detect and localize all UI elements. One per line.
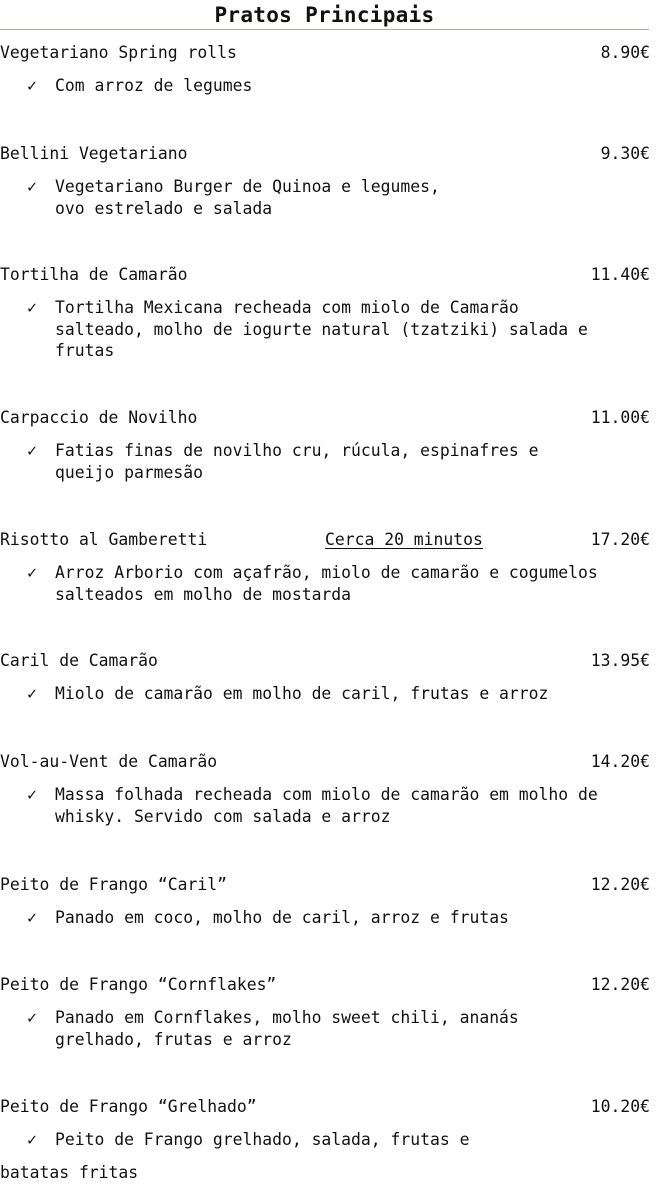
menu-item: [0, 974, 650, 1050]
checkmark-icon: ✓: [27, 908, 37, 927]
menu-item-price: 11.00€: [590, 408, 650, 427]
menu-item-header: [0, 974, 650, 996]
menu-item-description: [0, 1007, 650, 1050]
description-text: Peito de Frango grelhado, salada, frutas e: [55, 1130, 470, 1149]
menu-item-description: [0, 907, 650, 929]
description-text: Tortilha Mexicana recheada com miolo de Camarão salteado, molho de iogurte natural (tzatziki) salada e frutas: [55, 298, 588, 360]
menu-item-description: [0, 75, 650, 97]
description-text: Arroz Arborio com açafrão, miolo de camarão e cogumelos salteados em molho de mostarda: [55, 563, 598, 604]
checkmark-icon: ✓: [27, 785, 37, 804]
menu-item-header: [0, 529, 650, 551]
description-text: Panado em coco, molho de caril, arroz e frutas: [55, 908, 509, 927]
checkmark-icon: ✓: [27, 1008, 37, 1027]
menu-item-header: [0, 264, 650, 286]
menu-item-price: 11.40€: [590, 265, 650, 284]
menu-item-name: Peito de Frango “Grelhado”: [0, 1097, 257, 1116]
menu-item: [0, 1096, 650, 1183]
menu-item-price: 12.20€: [590, 875, 650, 894]
checkmark-icon: ✓: [27, 298, 37, 317]
checkmark-icon: ✓: [27, 76, 37, 95]
menu-item-header: [0, 407, 650, 429]
menu-item: [0, 264, 650, 362]
menu-item: [0, 751, 650, 827]
menu-item-name: Vegetariano Spring rolls: [0, 43, 237, 62]
menu-item-name: Caril de Camarão: [0, 651, 158, 670]
menu-item-price: 14.20€: [590, 752, 650, 771]
page-title: Pratos Principais: [214, 3, 435, 27]
menu-item-header: [0, 874, 650, 896]
menu-item-name: Vol-au-Vent de Camarão: [0, 752, 218, 771]
menu-item-name: Peito de Frango “Cornflakes”: [0, 975, 277, 994]
checkmark-icon: ✓: [27, 441, 37, 460]
description-text: Fatias finas de novilho cru, rúcula, espinafres e queijo parmesão: [55, 441, 539, 482]
description-text: Massa folhada recheada com miolo de camarão em molho de whisky. Servido com salada e arroz: [55, 785, 598, 826]
menu-item-description: [0, 440, 650, 483]
menu-item-price: 12.20€: [590, 975, 650, 994]
description-text: Com arroz de legumes: [55, 76, 253, 95]
preparation-time-note: Cerca 20 minutos: [325, 530, 483, 549]
description-text: Panado em Cornflakes, molho sweet chili, ananás grelhado, frutas e arroz: [55, 1008, 519, 1049]
menu-item: [0, 529, 650, 605]
menu-item-description: [0, 562, 650, 605]
checkmark-icon: ✓: [27, 1130, 37, 1149]
menu-item-name: Tortilha de Camarão: [0, 265, 188, 284]
menu-item-header: [0, 650, 650, 672]
menu-item-price: 17.20€: [590, 530, 650, 549]
menu-item-header: [0, 143, 650, 165]
menu-item-price: 8.90€: [600, 43, 650, 62]
menu-item: [0, 143, 650, 219]
menu-item-description: [0, 1129, 650, 1183]
menu-item: [0, 42, 650, 97]
menu-item-description: [0, 176, 650, 219]
menu-item: [0, 650, 650, 705]
description-text: Vegetariano Burger de Quinoa e legumes, ovo estrelado e salada: [55, 177, 440, 218]
menu-item: [0, 874, 650, 929]
menu-item: [0, 407, 650, 483]
menu-item-price: 9.30€: [600, 144, 650, 163]
menu-item-description: [0, 683, 650, 705]
checkmark-icon: ✓: [27, 684, 37, 703]
menu-item-name: Carpaccio de Novilho: [0, 408, 198, 427]
menu-item-header: [0, 1096, 650, 1118]
checkmark-icon: ✓: [27, 563, 37, 582]
menu-item-description: [0, 784, 650, 827]
menu-item-header: [0, 42, 650, 64]
description-continuation: batatas fritas: [0, 1162, 139, 1182]
description-text: Miolo de camarão em molho de caril, frutas e arroz: [55, 684, 549, 703]
menu-item-name: Bellini Vegetariano: [0, 144, 188, 163]
menu-item-header: [0, 751, 650, 773]
menu-item-price: 10.20€: [590, 1097, 650, 1116]
menu-item-name: Risotto al Gamberetti: [0, 530, 208, 549]
menu-item-price: 13.95€: [590, 651, 650, 670]
checkmark-icon: ✓: [27, 177, 37, 196]
menu-item-name: Peito de Frango “Caril”: [0, 875, 227, 894]
menu-item-description: [0, 297, 650, 362]
